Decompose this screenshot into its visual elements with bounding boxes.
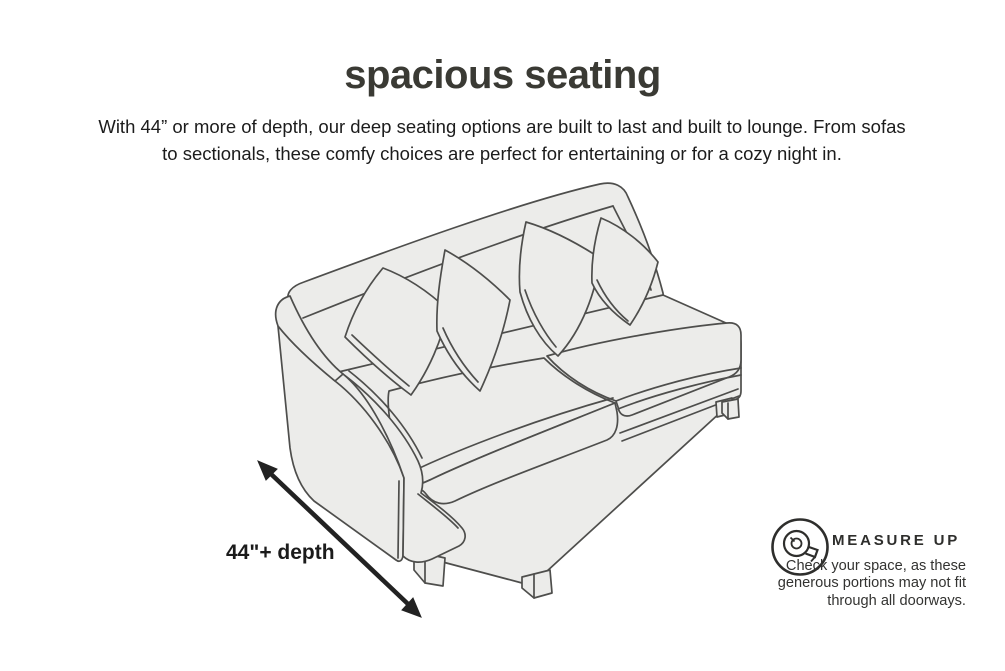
dimension-label: 44"+ depth <box>226 541 335 564</box>
page-description: With 44” or more of depth, our deep seating options are built to last and built to lounge. From sofas to sectionals, these comfy choices are perfect for entertaining or for a cozy night in. <box>98 116 906 164</box>
sofa-leg <box>722 399 739 419</box>
page-title: spacious seating <box>344 53 661 97</box>
measure-up-note: Check your space, as these generous portions may not fit through all doorways. <box>777 558 966 609</box>
measure-up-heading: MEASURE UP <box>832 532 961 549</box>
